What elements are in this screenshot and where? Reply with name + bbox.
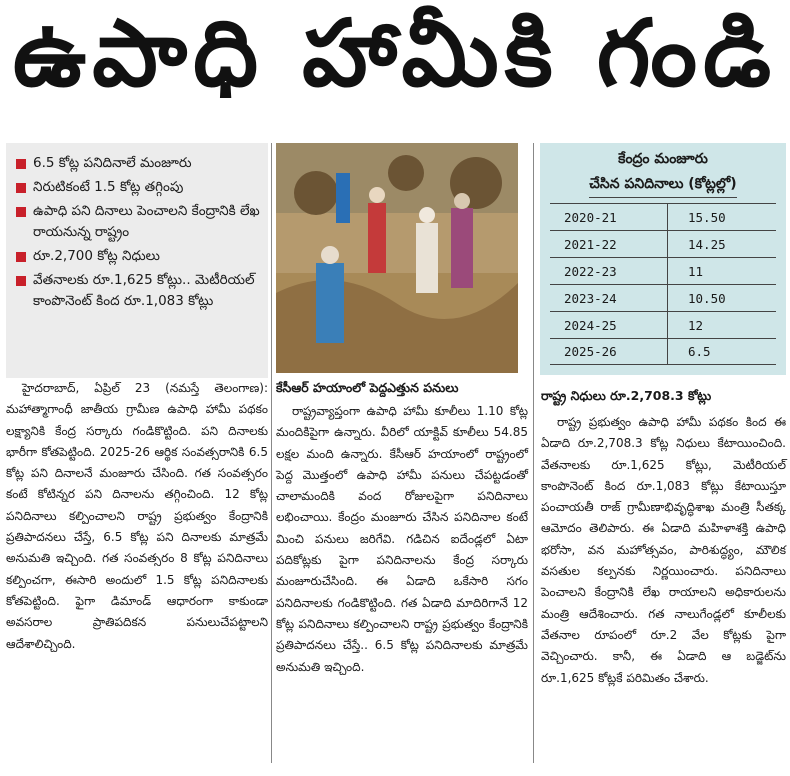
highlights-box [6,143,268,378]
table-year: 2021-22 [550,231,668,257]
highlight-text: రూ.2,700 కోట్ల నిధులు [33,248,160,264]
table-value: 11 [688,263,704,279]
highlight-text: వేతనాలకు రూ.1,625 కోట్లు.. మెటీరియల్ కాంపొనెంట్ కింద రూ.1,083 కోట్లు [33,272,255,309]
table-year: 2023-24 [550,285,668,311]
highlight-item [14,201,260,243]
table-row [550,203,776,230]
table-value: 15.50 [688,209,726,225]
table-value: 10.50 [688,290,726,306]
article-column-1 [6,378,268,655]
state-funds-heading: రాష్ట్ర నిధులు రూ.2,708.3 కోట్లు [541,388,712,403]
article-paragraph: రాష్ట్రవ్యాప్తంగా ఉపాధి హామీ కూలీలు 1.10 కోట్ల మందికిపైగా ఉన్నారు. వీరిలో యాక్టివ్ కూలీలు 54.85 లక్షల మంది ఉన్నారు. కేసీఆర్ హయాంలో రాష్ట్రంలో పెద్ద మొత్తంలో ఉపాధి హామీ పనులు చేపట్టడంతో చాలామందికి వంద రోజులపైగా పనిదినాలు లభించాయి. కేంద్రం మంజూరు చేసిన పనిదినాల కంటే మించి పనులు జరిగేవి. గడిచిన ఐదేండ్లలో ఏటా పదికోట్లకు పైగా పనిదినాలను కేంద్ర సర్కారు మంజూరుచేసింది. ఈ ఏడాది ఒకేసారి సగం పనిదినాలకు గండికొట్టింది. గత ఏడాది మాదిరిగానే 12 కోట్ల పనిదినాలు కల్పించాలని రాష్ట్ర ప్రభుత్వం కేంద్రానికి ప్రతిపాదనలు చేస్తే.. 6.5 కోట్ల పనిదినాలకు మాత్రమే అనుమతి ఇచ్చింది. [276,404,528,674]
bullet-square-icon [16,252,26,262]
table-title [540,143,786,198]
article-paragraph: రాష్ట్ర ప్రభుత్వం ఉపాధి హామీ పథకం కింద ఈ ఏడాది రూ.2,708.3 కోట్ల నిధులు కేటాయించింది. వేతనాలకు రూ.1,625 కోట్లు, మెటీరియల్ కాంపొనెంట్ కింద రూ.1,083 కోట్లు కేటాయిస్తూ పంచాయతీ రాజ్ గ్రామీణాభివృద్ధిశాఖ మంత్రి సీతక్క ఆమోదం తెలిపారు. ఈ ఏడాది మహిళాశక్తి ఉపాధి భరోసా, వన మహోత్సవం, పారిశుద్ధ్యం, మౌలిక వసతుల కల్పనకు నిర్ణయించారు. పనిదినాలు పెంచాలని కేంద్రానికి లేఖ రాయాలని అధికారులను మంత్రి ఆదేశించారు. గత నాలుగేండ్లలో కూలీలకు వేతనాల రూపంలో రూ.2 వేల కోట్లకు పైగా వెచ్చించారు. కానీ, ఈ ఏడాది ఆ బడ్జెట్‌ను రూ.1,625 కోట్లకే పరిమితం చేశారు. [541,415,786,685]
table-year: 2025-26 [550,339,668,364]
table-value: 12 [688,317,704,333]
column-divider [271,143,272,763]
bullet-square-icon [16,183,26,193]
article-paragraph: హైదరాబాద్, ఏప్రిల్ 23 (నమస్తే తెలంగాణ): మహాత్మాగాంధీ జాతీయ గ్రామీణ ఉపాధి హామీ పథకం లక్ష్యానికి కేంద్ర సర్కారు గండికొట్టింది. పని దినాలకు భారీగా కోతపెట్టింది. 2025-26 ఆర్థిక సంవత్సరానికి 6.5 కోట్ల పని దినాలనే మంజూరు చేసింది. గత సంవత్సరం కంటే కోటిన్నర పని దినాలను తగ్గించింది. 12 కోట్ల పనిదినాలు కల్పించాలని రాష్ట్ర ప్రభుత్వం కేంద్రానికి ప్రతిపాదనలు చేస్తే, 6.5 కోట్ల పని దినాలకు మాత్రమే అనుమతి ఇచ్చింది. గత సంవత్సరం 8 కోట్ల పనిదినాలు కల్పించగా, ఈసారి అందులో 1.5 కోట్ల పనిదినాలకు కోతపెట్టింది. ఫైగా డిమాండ్ ఆధారంగా కాకుండా అవసరాల ప్రాతిపదికన పనులుచేపట్టాలని ఆదేశాలిచ్చింది. [6,381,268,651]
workdays-table [550,203,776,365]
table-value: 14.25 [688,236,726,252]
highlight-item [14,270,260,312]
bullet-square-icon [16,207,26,217]
workers-photo [276,143,518,373]
table-row [550,230,776,257]
table-year: 2022-23 [550,258,668,284]
table-row [550,257,776,284]
table-title-line2: చేసిన పనిదినాలు (కోట్లల్లో) [589,172,736,198]
table-year: 2020-21 [550,204,668,230]
highlight-text: ఉపాధి పని దినాలు పెంచాలని కేంద్రానికి లేఖ రాయనున్న రాష్ట్రం [33,203,260,240]
column-divider [533,143,534,763]
table-title-line1: కేంద్రం మంజూరు [618,151,708,167]
table-year: 2024-25 [550,312,668,338]
photo-caption: కేసీఆర్ హయాంలో పెద్దఎత్తున పనులు [276,380,459,395]
article-column-3 [541,412,786,689]
workdays-table-panel [540,143,786,375]
highlight-item [14,177,260,198]
table-row [550,338,776,365]
table-row [550,284,776,311]
highlight-item [14,246,260,267]
highlight-text: 6.5 కోట్ల పనిదినాలే మంజూరు [33,155,192,171]
article-column-2 [276,401,528,678]
bullet-square-icon [16,159,26,169]
table-value: 6.5 [688,344,711,359]
highlight-item [14,153,260,174]
highlight-text: నిరుటికంటే 1.5 కోట్ల తగ్గింపు [33,179,184,195]
headline: ఉపాధి హామీకి గండి [12,0,778,107]
table-row [550,311,776,338]
bullet-square-icon [16,276,26,286]
